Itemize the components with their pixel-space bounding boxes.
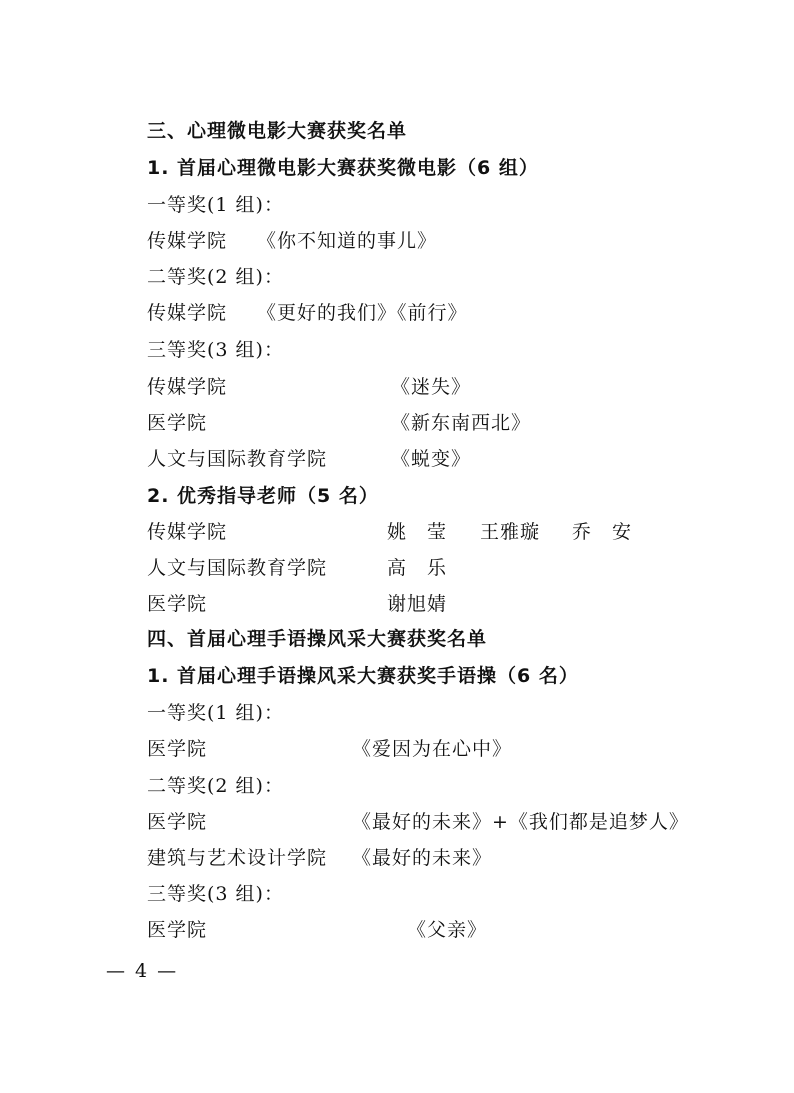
award-entry: [147, 843, 493, 873]
award-entry: [147, 372, 472, 402]
entry-work: 《最好的未来》: [352, 847, 493, 869]
award-entry: [147, 807, 689, 837]
award-third-label: 三等奖(3 组)：: [147, 339, 284, 361]
entry-work: 《蜕变》: [391, 448, 472, 470]
award-second-label: 二等奖(2 组)：: [147, 775, 284, 797]
teacher-name: 乔 安: [572, 521, 633, 543]
award-entry: [147, 915, 488, 945]
entry-work: 《爱因为在心中》: [352, 738, 513, 760]
teacher-school: 医学院: [147, 593, 208, 615]
entry-work: 《最好的未来》+《我们都是追梦人》: [352, 811, 689, 833]
teacher-name: 王雅璇: [480, 521, 541, 543]
teacher-name: 高 乐: [387, 557, 448, 579]
section-3-title: 三、心理微电影大赛获奖名单: [147, 120, 408, 142]
section-3-sub1-title: 1. 首届心理微电影大赛获奖微电影（6 组）: [147, 157, 539, 179]
entry-school: 传媒学院: [147, 376, 228, 398]
award-entry: [147, 226, 438, 256]
section-4-sub1-title: 1. 首届心理手语操风采大赛获奖手语操（6 名）: [147, 665, 579, 687]
entry-work: 《更好的我们》《前行》: [257, 302, 468, 324]
award-entry: [147, 408, 532, 438]
entry-work: 《你不知道的事儿》: [257, 230, 438, 252]
entry-school: 医学院: [147, 412, 208, 434]
entry-work: 《父亲》: [407, 919, 488, 941]
award-entry: [147, 444, 472, 474]
teacher-name: 谢旭婧: [387, 593, 448, 615]
teacher-row: [147, 589, 448, 619]
award-second-label: 二等奖(2 组)：: [147, 266, 284, 288]
page-number: — 4 —: [106, 960, 179, 982]
award-entry: [147, 734, 513, 764]
entry-school: 医学院: [147, 919, 208, 941]
award-first-label: 一等奖(1 组)：: [147, 702, 284, 724]
entry-school: 传媒学院: [147, 302, 228, 324]
award-entry: [147, 298, 468, 328]
entry-school: 人文与国际教育学院: [147, 448, 328, 470]
entry-school: 医学院: [147, 738, 208, 760]
section-3-sub2-title: 2. 优秀指导老师（5 名）: [147, 485, 379, 507]
teacher-row: [147, 553, 448, 583]
award-third-label: 三等奖(3 组)：: [147, 883, 284, 905]
teacher-name: 姚 莹: [387, 521, 448, 543]
entry-school: 医学院: [147, 811, 208, 833]
section-4-title: 四、首届心理手语操风采大赛获奖名单: [147, 628, 488, 650]
entry-school: 传媒学院: [147, 230, 228, 252]
teacher-school: 人文与国际教育学院: [147, 557, 328, 579]
entry-work: 《迷失》: [391, 376, 472, 398]
teacher-row: [147, 517, 633, 547]
award-first-label: 一等奖(1 组)：: [147, 194, 284, 216]
entry-school: 建筑与艺术设计学院: [147, 847, 328, 869]
entry-work: 《新东南西北》: [391, 412, 532, 434]
teacher-school: 传媒学院: [147, 521, 228, 543]
